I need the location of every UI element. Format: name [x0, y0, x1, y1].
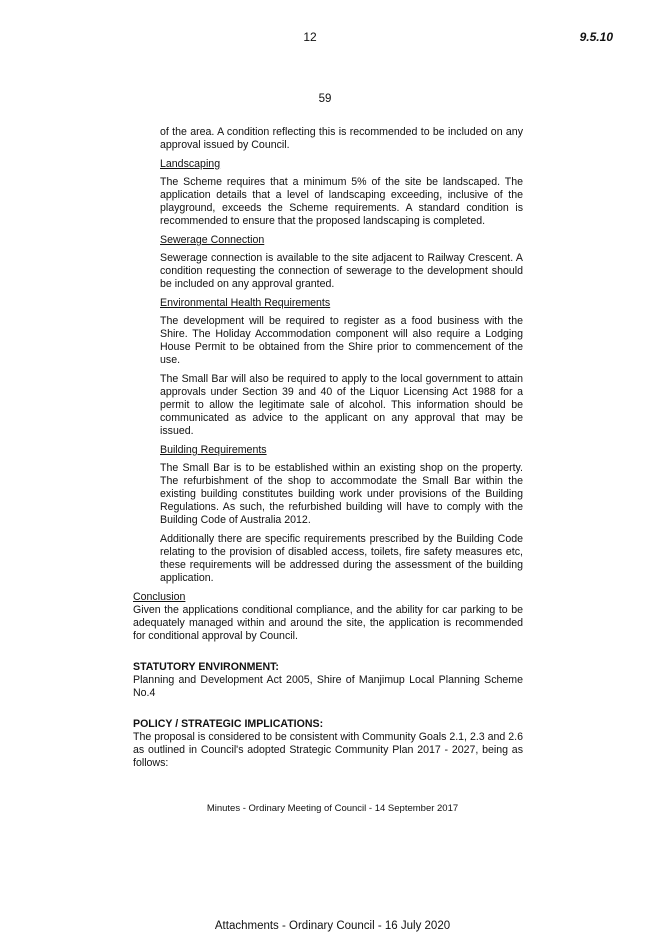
- sewerage-heading: Sewerage Connection: [160, 234, 265, 246]
- landscaping-heading: Landscaping: [160, 158, 221, 170]
- building-paragraph-2: Additionally there are specific requirements prescribed by the Building Code relating to the provision of disabled access, toilets, fire safety measures etc, these requirements will be addressed during the assessment of the building application.: [160, 533, 523, 584]
- page-number: 12: [303, 30, 317, 44]
- conclusion-paragraph: Given the applications conditional compliance, and the ability for car parking to be adequately managed within and around the site, the application is recommended for conditional approval by Council.: [133, 604, 523, 642]
- environmental-health-paragraph-2: The Small Bar will also be required to apply to the local government to attain approvals under Section 39 and 40 of the Liquor Licensing Act 1988 for a permit to allow the legitimate sale of alcohol. This information should be communicated as advice to the applicant on any approval that may be issued.: [160, 373, 523, 437]
- statutory-heading: STATUTORY ENVIRONMENT:: [133, 661, 279, 673]
- footer-attachments: Attachments - Ordinary Council - 16 July 2020: [214, 920, 451, 932]
- indented-section: [160, 126, 523, 585]
- footer-minutes: Minutes - Ordinary Meeting of Council - 14 September 2017: [206, 803, 459, 814]
- inner-page-number: 59: [318, 93, 332, 105]
- policy-heading: POLICY / STRATEGIC IMPLICATIONS:: [133, 718, 324, 730]
- landscaping-paragraph: The Scheme requires that a minimum 5% of the site be landscaped. The application details that a level of landscaping exceeding, inclusive of the playground, exceeds the Scheme requirements. A standard condition is recommended to ensure that the proposed landscaping is completed.: [160, 176, 523, 227]
- building-paragraph-1: The Small Bar is to be established within an existing shop on the property. The refurbishment of the shop to accommodate the Small Bar within the existing building constitutes building work under provisions of the Building Regulations. As such, the refurbished building will have to comply with the Building Code of Australia 2012.: [160, 462, 523, 526]
- item-number: 9.5.10: [579, 30, 613, 44]
- sewerage-paragraph: Sewerage connection is available to the site adjacent to Railway Crescent. A condition requesting the connection of sewerage to the development should be included on any approval granted.: [160, 252, 523, 290]
- environmental-health-paragraph-1: The development will be required to register as a food business with the Shire. The Holiday Accommodation component will also require a Lodging House Permit to be obtained from the Shire prior to commencement of the use.: [160, 315, 523, 366]
- statutory-paragraph: Planning and Development Act 2005, Shire of Manjimup Local Planning Scheme No.4: [133, 674, 523, 699]
- building-heading: Building Requirements: [160, 444, 267, 456]
- environmental-health-heading: Environmental Health Requirements: [160, 297, 331, 309]
- conclusion-heading: Conclusion: [133, 591, 186, 603]
- policy-paragraph: The proposal is considered to be consistent with Community Goals 2.1, 2.3 and 2.6 as outlined in Council's adopted Strategic Community Plan 2017 - 2027, being as follows:: [133, 731, 523, 769]
- document-body: [133, 126, 523, 776]
- continued-paragraph: of the area. A condition reflecting this is recommended to be included on any approval issued by Council.: [160, 126, 523, 151]
